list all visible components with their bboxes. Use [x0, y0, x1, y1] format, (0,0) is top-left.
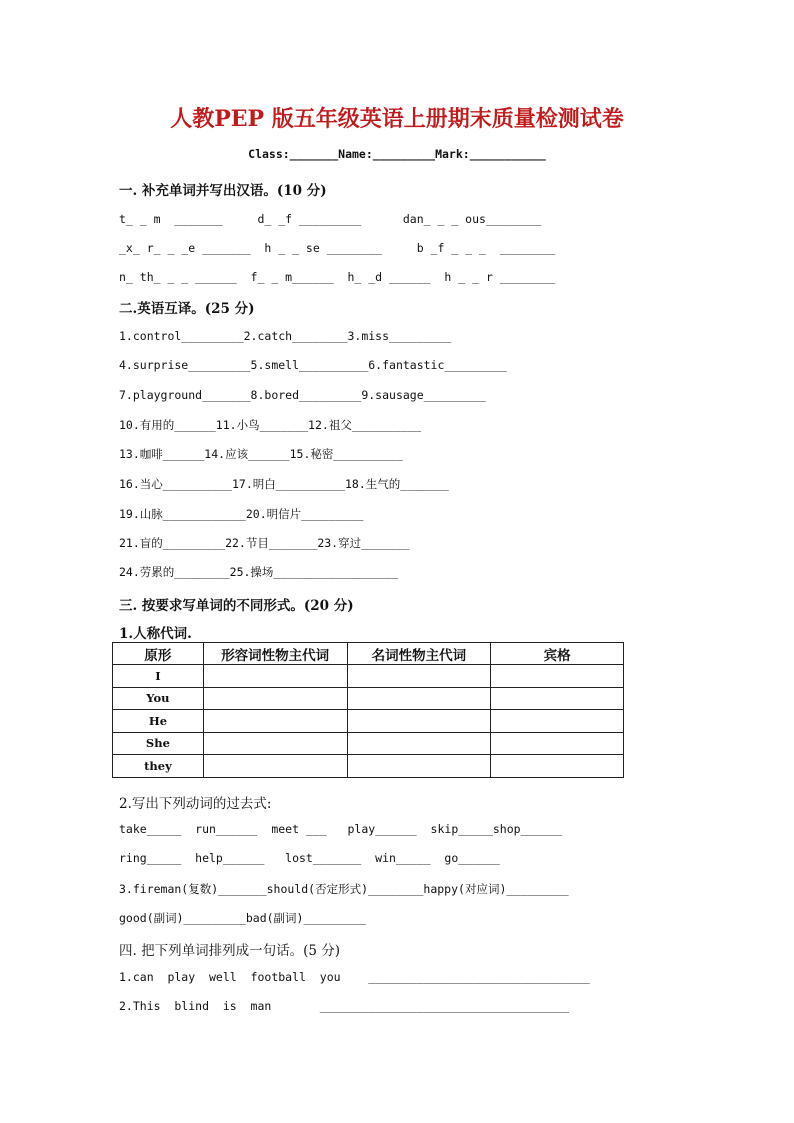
section1-heading: 一. 补充单词并写出汉语。(10 分) [119, 183, 327, 199]
row-label: they [113, 755, 204, 778]
section3-line-2: ring_____ help______ lost_______ win_____ go______ [119, 851, 500, 865]
table-row [113, 755, 624, 778]
answer-cell[interactable] [491, 710, 624, 733]
row-label: I [113, 665, 204, 688]
answer-cell[interactable] [347, 732, 491, 755]
table-header-cell: 原形 [113, 643, 204, 665]
section4-heading: 四. 把下列单词排列成一句话。(5 分) [119, 943, 340, 959]
section2-line-8: 21.盲的_________22.节目_______23.穿过_______ [119, 536, 410, 550]
table-header-cell: 宾格 [491, 643, 624, 665]
section3-sub2: 2.写出下列动词的过去式: [119, 796, 272, 812]
section3-line-4: good(副词)_________bad(副词)_________ [119, 911, 366, 925]
answer-cell[interactable] [203, 732, 347, 755]
section3-line-3: 3.fireman(复数)_______should(否定形式)________happy(对应词)_________ [119, 882, 569, 896]
table-header-row [113, 643, 624, 665]
table-row [113, 732, 624, 755]
answer-cell[interactable] [347, 665, 491, 688]
answer-cell[interactable] [203, 755, 347, 778]
answer-cell[interactable] [491, 732, 624, 755]
answer-cell[interactable] [491, 755, 624, 778]
row-label: You [113, 687, 204, 710]
answer-cell[interactable] [491, 665, 624, 688]
answer-cell[interactable] [203, 665, 347, 688]
section2-line-2: 4.surprise_________5.smell__________6.fantastic_________ [119, 358, 507, 372]
section1-line-1: t_ _ m _______ d_ _f _________ dan_ _ _ ous________ [119, 212, 542, 226]
section2-heading: 二.英语互译。(25 分) [119, 301, 255, 317]
answer-cell[interactable] [347, 755, 491, 778]
section3-heading: 三. 按要求写单词的不同形式。(20 分) [119, 598, 354, 614]
section3-line-1: take_____ run______ meet ___ play______ skip_____shop______ [119, 822, 563, 836]
section1-line-2: _x_ r_ _ _e _______ h _ _ se ________ b _f _ _ _ ________ [119, 241, 556, 255]
row-label: She [113, 732, 204, 755]
answer-cell[interactable] [347, 687, 491, 710]
answer-cell[interactable] [203, 687, 347, 710]
page-title: 人教PEP 版五年级英语上册期末质量检测试卷 [170, 106, 624, 132]
section2-line-1: 1.control_________2.catch________3.miss_________ [119, 329, 452, 343]
table-row [113, 665, 624, 688]
section3-sub1: 1.人称代词. [119, 626, 192, 642]
answer-cell[interactable] [491, 687, 624, 710]
section2-line-9: 24.劳累的________25.操场__________________ [119, 565, 399, 579]
section4-line-1: 1.can play well football you ________________________________ [119, 970, 590, 984]
answer-cell[interactable] [203, 710, 347, 733]
section2-line-5: 13.咖啡______14.应该______15.秘密__________ [119, 447, 403, 461]
row-label: He [113, 710, 204, 733]
section2-line-3: 7.playground_______8.bored_________9.sausage_________ [119, 388, 486, 402]
pronoun-table [112, 642, 624, 778]
table-header-cell: 名词性物主代词 [347, 643, 491, 665]
answer-cell[interactable] [347, 710, 491, 733]
table-row [113, 710, 624, 733]
section2-line-7: 19.山脉____________20.明信片_________ [119, 507, 364, 521]
student-info-line: Class:_______Name:_________Mark:___________ [248, 147, 546, 161]
table-row [113, 687, 624, 710]
table-header-cell: 形容词性物主代词 [203, 643, 347, 665]
section4-line-2: 2.This blind is man ____________________________________ [119, 999, 570, 1013]
section1-line-3: n_ th_ _ _ ______ f_ _ m______ h_ _d ______ h _ _ r ________ [119, 270, 556, 284]
section2-line-6: 16.当心__________17.明白__________18.生气的_______ [119, 477, 449, 491]
section2-line-4: 10.有用的______11.小鸟_______12.祖父__________ [119, 418, 422, 432]
